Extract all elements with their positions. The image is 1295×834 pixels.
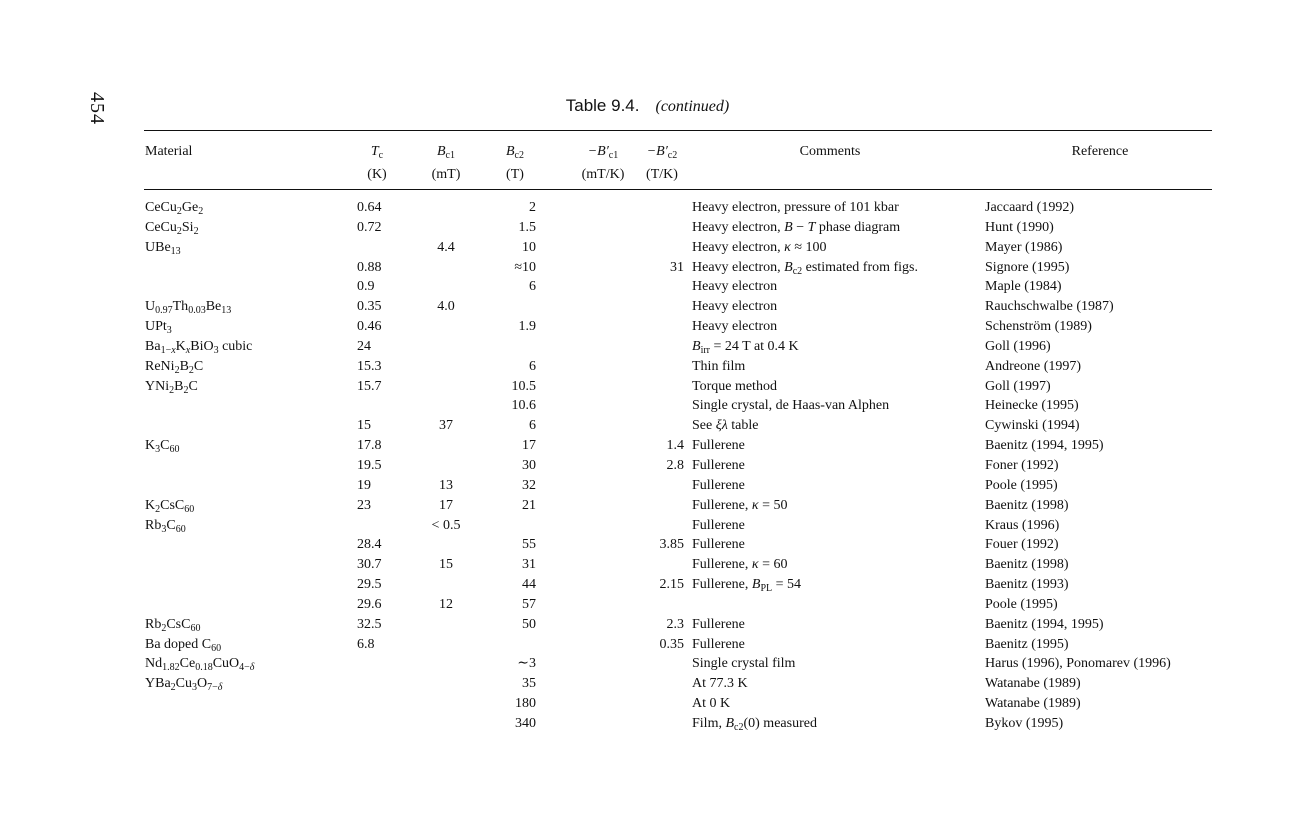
header-bc2: $B_{c2}$ (T)	[505, 144, 524, 182]
cell-bc2: 10.6	[511, 398, 536, 414]
table-row	[0, 198, 1295, 218]
table-row	[0, 555, 1295, 575]
cell-comments: Single crystal, de Haas-van Alphen	[692, 398, 890, 414]
cell-comments: Heavy electron, $B_{c2}$ estimated from figs.	[692, 259, 919, 277]
cell-bc2: 44	[522, 577, 536, 593]
cell-reference: Poole (1995)	[985, 596, 1058, 612]
cell-material: $Nd_{1.82}Ce_{0.18}CuO_{4-\delta}$	[145, 656, 255, 674]
cell-bc2: 1.5	[518, 219, 536, 235]
cell-bc2: 340	[515, 715, 536, 731]
cell-bc2: ≈10	[514, 259, 536, 275]
cell-comments: Fullerene	[692, 457, 745, 473]
cell-bc2: 31	[522, 557, 536, 573]
table-row	[0, 595, 1295, 615]
cell-material: Ba doped $C_{60}$	[145, 636, 222, 654]
cell-comments: Single crystal film	[692, 656, 796, 672]
cell-reference: Rauchschwalbe (1987)	[985, 299, 1114, 315]
table-row	[0, 456, 1295, 476]
cell-material: $Rb_2CsC_{60}$	[145, 616, 201, 634]
cell-bc2: 1.9	[518, 319, 536, 335]
page-number: 454	[86, 92, 108, 125]
cell-bc2: 180	[515, 696, 536, 712]
caption-label: Table 9.4.	[565, 96, 640, 115]
cell-reference: Schenström (1989)	[985, 319, 1092, 335]
cell-comments: Fullerene	[692, 616, 745, 632]
cell-reference: Kraus (1996)	[985, 517, 1060, 533]
cell-tc: 24	[357, 338, 371, 354]
cell-material: $ReNi_2B_2C$	[145, 358, 204, 376]
cell-reference: Goll (1997)	[985, 378, 1051, 394]
cell-reference: Baenitz (1998)	[985, 497, 1069, 513]
cell-bc2: 57	[522, 596, 536, 612]
cell-bc2: 6	[529, 358, 536, 374]
header-bc1: $B_{c1}$ (mT)	[431, 144, 461, 182]
table-row	[0, 416, 1295, 436]
cell-tc: 28.4	[357, 537, 382, 553]
cell-material: UPt$_3$	[145, 319, 172, 337]
table-row	[0, 635, 1295, 655]
cell-reference: Watanabe (1989)	[985, 696, 1081, 712]
cell-comments: $B_{irr} = 24$ T at 0.4 K	[692, 338, 799, 356]
cell-bc2: 55	[522, 537, 536, 553]
cell-material: $U_{0.97}Th_{0.03}Be_{13}$	[145, 299, 232, 317]
header-comments: Comments	[799, 144, 861, 159]
cell-bc1: 17	[439, 497, 453, 513]
table-caption	[0, 96, 1295, 116]
cell-tc: 32.5	[357, 616, 382, 632]
cell-comments: Heavy electron	[692, 299, 778, 315]
cell-reference: Mayer (1986)	[985, 239, 1063, 255]
table-row	[0, 516, 1295, 536]
table-row	[0, 674, 1295, 694]
cell-comments: Heavy electron, pressure of 101 kbar	[692, 200, 899, 215]
cell-tc: 19	[357, 477, 371, 493]
cell-material: $K_3C_{60}$	[145, 438, 180, 456]
cell-tc: 15	[357, 418, 371, 434]
cell-reference: Baenitz (1995)	[985, 636, 1069, 652]
cell-bc2: 10.5	[511, 378, 536, 394]
caption-continued: (continued)	[655, 98, 730, 115]
table-row	[0, 396, 1295, 416]
cell-tc: 0.64	[357, 200, 382, 215]
cell-reference: Maple (1984)	[985, 279, 1062, 295]
cell-bc1: < 0.5	[431, 517, 461, 533]
header-dbc2: $-B'_{c2}$ (T/K)	[646, 144, 678, 182]
table-row	[0, 377, 1295, 397]
cell-reference: Cywinski (1994)	[985, 418, 1080, 434]
cell-bc2: 32	[522, 477, 536, 493]
table-row	[0, 575, 1295, 595]
cell-comments: Heavy electron, B − T phase diagram	[692, 219, 901, 235]
cell-bc1: 12	[439, 596, 453, 612]
cell-comments: Fullerene	[692, 636, 745, 652]
cell-comments: Heavy electron	[692, 319, 778, 335]
table-row	[0, 654, 1295, 674]
table-row	[0, 297, 1295, 317]
cell-material: UBe$_{13}$	[145, 239, 181, 257]
cell-tc: 0.88	[357, 259, 382, 275]
cell-comments: Heavy electron	[692, 279, 778, 295]
cell-tc: 0.46	[357, 319, 382, 335]
cell-material: $YBa_2Cu_3O_{7-\delta}$	[145, 676, 223, 694]
cell-bc2: 2	[529, 200, 536, 215]
cell-material: $YNi_2B_2C$	[145, 378, 198, 396]
table-row	[0, 218, 1295, 238]
cell-reference: Signore (1995)	[985, 259, 1070, 275]
cell-tc: 6.8	[357, 636, 375, 652]
cell-comments: Fullerene, $B_{PL} = 54$	[692, 577, 802, 595]
cell-reference: Poole (1995)	[985, 477, 1058, 493]
cell-comments: Fullerene	[692, 477, 745, 493]
cell-tc: 15.3	[357, 358, 382, 374]
cell-tc: 30.7	[357, 557, 382, 573]
table-row	[0, 317, 1295, 337]
cell-dbc2: 2.3	[666, 616, 684, 632]
cell-reference: Andreone (1997)	[985, 358, 1082, 374]
cell-dbc2: 2.15	[659, 577, 684, 593]
cell-material: $CeCu_2Ge_2$	[145, 200, 204, 217]
cell-tc: 19.5	[357, 457, 382, 473]
table-top-rule	[144, 130, 1212, 131]
table-row	[0, 476, 1295, 496]
table-row	[0, 277, 1295, 297]
cell-comments: At 77.3 K	[692, 676, 748, 692]
cell-tc: 23	[357, 497, 371, 513]
cell-bc1: 4.0	[437, 299, 455, 315]
cell-reference: Baenitz (1994, 1995)	[985, 438, 1104, 454]
cell-bc2: 30	[522, 457, 536, 473]
cell-bc2: 35	[522, 676, 536, 692]
table-header-rule	[144, 189, 1212, 190]
cell-reference: Harus (1996), Ponomarev (1996)	[985, 656, 1171, 672]
cell-bc2: 21	[522, 497, 536, 513]
table-row	[0, 535, 1295, 555]
table-row	[0, 615, 1295, 635]
cell-reference: Jaccaard (1992)	[985, 200, 1075, 215]
header-material: Material	[145, 144, 193, 159]
cell-reference: Goll (1996)	[985, 338, 1051, 354]
cell-dbc2: 0.35	[659, 636, 684, 652]
cell-tc: 0.35	[357, 299, 382, 315]
table-row	[0, 694, 1295, 714]
cell-material: $Rb_3C_{60}$	[145, 517, 186, 535]
cell-comments: Torque method	[692, 378, 777, 394]
cell-bc2: 10	[522, 239, 536, 255]
cell-comments: Fullerene, κ = 50	[692, 497, 788, 513]
cell-dbc2: 2.8	[666, 457, 684, 473]
table-row	[0, 238, 1295, 258]
cell-bc2: 6	[529, 279, 536, 295]
cell-material: $K_2CsC_{60}$	[145, 497, 195, 515]
table-row	[0, 337, 1295, 357]
cell-tc: 0.9	[357, 279, 375, 295]
table-row	[0, 258, 1295, 278]
cell-reference: Hunt (1990)	[985, 219, 1054, 235]
cell-bc2: 17	[522, 438, 536, 454]
cell-comments: Fullerene	[692, 438, 745, 454]
cell-reference: Baenitz (1998)	[985, 557, 1069, 573]
cell-tc: 29.5	[357, 577, 382, 593]
cell-material: $CeCu_2Si_2$	[145, 219, 199, 237]
cell-reference: Watanabe (1989)	[985, 676, 1081, 692]
cell-bc1: 15	[439, 557, 453, 573]
cell-bc2: 50	[522, 616, 536, 632]
cell-comments: Thin film	[692, 358, 746, 374]
cell-comments: At 0 K	[692, 696, 731, 712]
cell-comments: Fullerene, κ = 60	[692, 557, 788, 573]
cell-comments: Heavy electron, κ ≈ 100	[692, 239, 827, 255]
cell-dbc2: 31	[670, 259, 684, 275]
table-row	[0, 357, 1295, 377]
cell-bc1: 13	[439, 477, 453, 493]
cell-reference: Foner (1992)	[985, 457, 1059, 473]
cell-reference: Baenitz (1993)	[985, 577, 1069, 593]
cell-tc: 17.8	[357, 438, 382, 454]
cell-tc: 0.72	[357, 219, 382, 235]
table-row	[0, 714, 1295, 734]
header-dbc1: $-B'_{c1}$ (mT/K)	[581, 144, 625, 182]
cell-bc2: 6	[529, 418, 536, 434]
cell-reference: Bykov (1995)	[985, 715, 1064, 731]
cell-comments: Film, $B_{c2}(0)$ measured	[692, 715, 817, 733]
cell-dbc2: 1.4	[666, 438, 684, 454]
table-body	[0, 198, 1295, 734]
cell-comments: Fullerene	[692, 517, 745, 533]
cell-bc2: ∼3	[517, 656, 536, 672]
cell-bc1: 37	[439, 418, 453, 434]
cell-material: $Ba_{1-x}K_xBiO_3$ cubic	[145, 338, 253, 356]
cell-comments: See ξλ table	[692, 418, 759, 434]
cell-tc: 29.6	[357, 596, 382, 612]
cell-reference: Fouer (1992)	[985, 537, 1059, 553]
cell-reference: Heinecke (1995)	[985, 398, 1079, 414]
cell-reference: Baenitz (1994, 1995)	[985, 616, 1104, 632]
header-reference: Reference	[1071, 144, 1129, 159]
table-row	[0, 436, 1295, 456]
cell-dbc2: 3.85	[659, 537, 684, 553]
cell-bc1: 4.4	[437, 239, 455, 255]
table-row	[0, 496, 1295, 516]
header-tc: $T_c$ (K)	[367, 144, 387, 182]
cell-comments: Fullerene	[692, 537, 745, 553]
cell-tc: 15.7	[357, 378, 382, 394]
